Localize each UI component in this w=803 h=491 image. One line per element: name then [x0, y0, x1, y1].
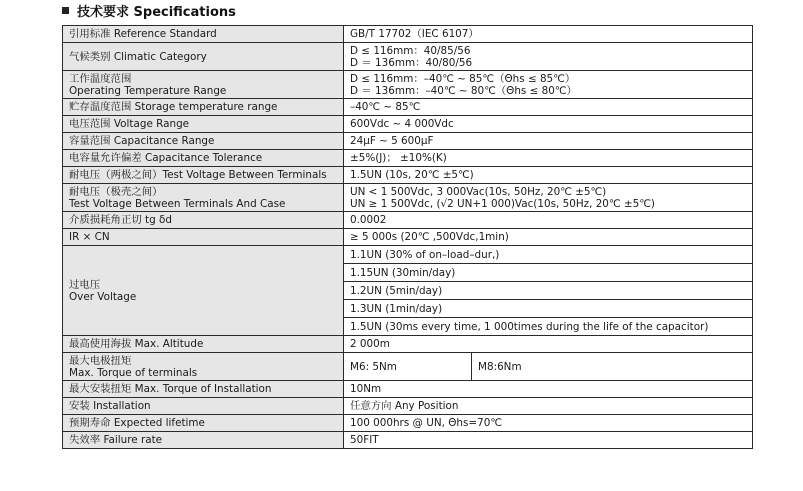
row-label: 引用标准 Reference Standard: [63, 26, 344, 43]
table-row: [63, 432, 753, 449]
table-row: [63, 353, 753, 381]
section-title: [62, 2, 236, 18]
row-value: 1.2UN (5min/day): [344, 282, 753, 300]
row-label: [63, 353, 344, 381]
row-value: ≥ 5 000s (20℃ ,500Vdc,1min): [344, 229, 753, 246]
row-value: 1.5UN (10s, 20℃ ±5℃): [344, 167, 753, 184]
label-line: 过电压: [69, 278, 101, 291]
row-label: [63, 246, 344, 336]
table-row: [63, 26, 753, 43]
table-row: [63, 212, 753, 229]
row-label: 介质损耗角正切 tg δd: [63, 212, 344, 229]
row-value: 1.1UN (30% of on–load–dur,): [344, 246, 753, 264]
label-line: 工作温度范围: [69, 72, 132, 85]
label-line: Test Voltage Between Terminals And Case: [69, 197, 286, 210]
row-label: [63, 184, 344, 212]
row-value: 1.5UN (30ms every time, 1 000times during the life of the capacitor): [344, 318, 753, 336]
row-value: 1.15UN (30min/day): [344, 264, 753, 282]
row-label: 最高使用海拔 Max. Altitude: [63, 336, 344, 353]
row-value: ±5%(J)； ±10%(K): [344, 150, 753, 167]
row-value-m8: M8:6Nm: [472, 353, 753, 381]
value-line: UN < 1 500Vdc, 3 000Vac(10s, 50Hz, 20℃ ±5℃): [350, 185, 607, 198]
row-value: GB/T 17702（IEC 6107）: [344, 26, 753, 43]
table-row: [63, 336, 753, 353]
row-value: 50FIT: [344, 432, 753, 449]
row-label: 气候类别 Climatic Category: [63, 43, 344, 71]
table-row: [63, 398, 753, 415]
label-line: Over Voltage: [69, 290, 137, 303]
label-line: 耐电压（极壳之间）: [69, 185, 163, 198]
row-value: 2 000m: [344, 336, 753, 353]
row-label: 预期寿命 Expected lifetime: [63, 415, 344, 432]
row-value: –40℃ ~ 85℃: [344, 99, 753, 116]
row-label: [63, 71, 344, 99]
row-value: 任意方向 Any Position: [344, 398, 753, 415]
value-line: UN ≥ 1 500Vdc, (√2 UN+1 000)Vac(10s, 50Hz, 20℃ ±5℃): [350, 197, 655, 210]
table-row: [63, 99, 753, 116]
table-row: [63, 43, 753, 71]
table-row: [63, 167, 753, 184]
row-label: 失效率 Failure rate: [63, 432, 344, 449]
row-label: 电压范围 Voltage Range: [63, 116, 344, 133]
row-label: IR × CN: [63, 229, 344, 246]
value-line: D ≤ 116mm：40/85/56: [350, 44, 471, 57]
row-value: [344, 184, 753, 212]
row-value: [344, 71, 753, 99]
label-line: Max. Torque of terminals: [69, 366, 198, 379]
row-label: 耐电压（两极之间）Test Voltage Between Terminals: [63, 167, 344, 184]
row-value: [344, 43, 753, 71]
row-value: 0.0002: [344, 212, 753, 229]
row-label: 最大安装扭矩 Max. Torque of Installation: [63, 381, 344, 398]
table-row: [63, 150, 753, 167]
row-value: 600Vdc ~ 4 000Vdc: [344, 116, 753, 133]
row-label: 容量范围 Capacitance Range: [63, 133, 344, 150]
value-line: D ＝ 136mm：–40℃ ~ 80℃（Θhs ≤ 80℃）: [350, 84, 577, 97]
table-row: [63, 116, 753, 133]
row-value-m6: M6: 5Nm: [344, 353, 472, 381]
table-row: [63, 184, 753, 212]
row-value: 24μF ~ 5 600μF: [344, 133, 753, 150]
table-row: [63, 133, 753, 150]
section-title-text: 技术要求 Specifications: [77, 4, 236, 20]
bullet-square-icon: [62, 7, 69, 14]
label-line: Operating Temperature Range: [69, 84, 227, 97]
row-value: 10Nm: [344, 381, 753, 398]
value-line: D ≤ 116mm：–40℃ ~ 85℃（Θhs ≤ 85℃）: [350, 72, 576, 85]
specifications-table: [62, 25, 753, 449]
row-value: 1.3UN (1min/day): [344, 300, 753, 318]
row-label: 贮存温度范围 Storage temperature range: [63, 99, 344, 116]
row-label: 安装 Installation: [63, 398, 344, 415]
table-row: [63, 71, 753, 99]
table-row: [63, 381, 753, 398]
table-row: [63, 415, 753, 432]
value-line: D ＝ 136mm：40/80/56: [350, 56, 473, 69]
row-value: 100 000hrs @ UN, Θhs=70℃: [344, 415, 753, 432]
label-line: 最大电极扭矩: [69, 354, 132, 367]
table-row: [63, 246, 753, 264]
row-label: 电容量允许偏差 Capacitance Tolerance: [63, 150, 344, 167]
table-row: [63, 229, 753, 246]
